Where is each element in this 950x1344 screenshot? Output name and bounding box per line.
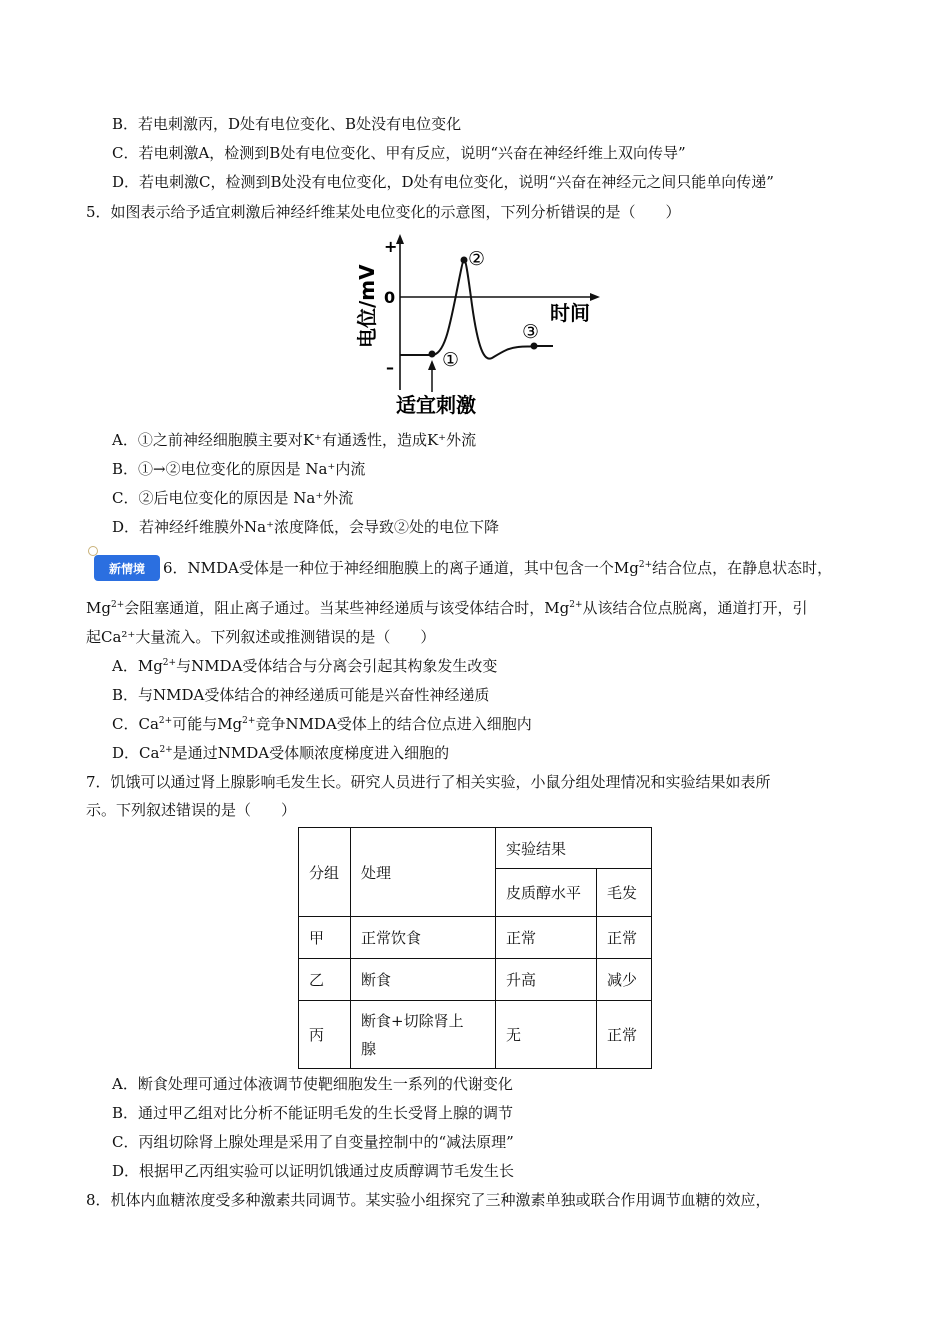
header-cortisol: 皮质醇水平 xyxy=(496,869,597,917)
q5-option-d: D．若神经纤维膜外Na⁺浓度降低，会导致②处的电位下降 xyxy=(112,518,500,536)
y-axis-label: 电位/mV xyxy=(355,264,379,348)
label-1: ① xyxy=(442,349,460,371)
x-axis-label: 时间 xyxy=(550,301,590,325)
y-tick-plus: + xyxy=(384,237,398,256)
table-row: 乙 断食 升高 减少 xyxy=(299,959,652,1001)
q6-line-2: $Mg^{2+}$会阻塞通道，阻止离子通过。当某些神经递质与该受体结合时，$Mg^{2+}$从该结合位点脱离，通道打开，引 xyxy=(86,599,808,617)
q4-option-d: D．若电刺激C，检测到B处没有电位变化，D处有电位变化，说明“兴奋在神经元之间只能单向传递” xyxy=(112,173,774,191)
point-1 xyxy=(429,351,436,358)
point-3 xyxy=(531,343,538,350)
q7-line-1: 7．饥饿可以通过肾上腺影响毛发生长。研究人员进行了相关实验，小鼠分组处理情况和实验结果如表所 xyxy=(86,773,771,791)
results-table xyxy=(298,827,652,1069)
table-row: 丙 断食+切除肾上 腺 无 正常 xyxy=(299,1001,652,1069)
q6-option-b: B．与NMDA受体结合的神经递质可能是兴奋性神经递质 xyxy=(112,686,490,704)
potential-curve xyxy=(400,260,553,359)
q8-line-1: 8．机体内血糖浓度受多种激素共同调节。某实验小组探究了三种激素单独或联合作用调节血糖的效应， xyxy=(86,1191,771,1209)
label-2: ② xyxy=(468,248,486,270)
q6-option-a: A．$Mg^{2+}$与NMDA受体结合与分离会引起其构象发生改变 xyxy=(112,657,498,675)
q5-stem: 5．如图表示给予适宜刺激后神经纤维某处电位变化的示意图，下列分析错误的是（ ） xyxy=(86,203,681,221)
table-row: 甲 正常饮食 正常 正常 xyxy=(299,917,652,959)
header-treatment: 处理 xyxy=(351,828,496,917)
q5-option-b: B．①→②电位变化的原因是 Na⁺内流 xyxy=(112,460,366,478)
q7-option-c: C．丙组切除肾上腺处理是采用了自变量控制中的“减法原理” xyxy=(112,1133,514,1151)
header-group: 分组 xyxy=(299,828,351,917)
q7-option-d: D．根据甲乙丙组实验可以证明饥饿通过皮质醇调节毛发生长 xyxy=(112,1162,515,1180)
q5-option-a: A．①之前神经细胞膜主要对K⁺有通透性，造成K⁺外流 xyxy=(112,431,477,449)
header-hair: 毛发 xyxy=(597,869,652,917)
q5-option-c: C．②后电位变化的原因是 Na⁺外流 xyxy=(112,489,354,507)
q6-option-d: D．$Ca^{2+}$是通过NMDA受体顺浓度梯度进入细胞的 xyxy=(112,744,450,762)
q6-line-3: 起Ca²⁺大量流入。下列叙述或推测错误的是（ ） xyxy=(86,628,436,646)
q6-line-1: 6．NMDA受体是一种位于神经细胞膜上的离子通道，其中包含一个$Mg^{2+}$结合位点，在静息状态时， xyxy=(163,559,833,577)
y-tick-minus: – xyxy=(386,358,394,377)
stimulus-label: 适宜刺激 xyxy=(396,393,476,417)
y-tick-zero: 0 xyxy=(384,288,396,307)
q7-option-b: B．通过甲乙组对比分析不能证明毛发的生长受肾上腺的调节 xyxy=(112,1104,514,1122)
action-potential-figure xyxy=(350,230,620,420)
q6-option-c: C．$Ca^{2+}$可能与$Mg^{2+}$竞争NMDA受体上的结合位点进入细胞内 xyxy=(112,715,532,733)
point-2 xyxy=(461,257,468,264)
q4-option-c: C．若电刺激A，检测到B处有电位变化、甲有反应，说明“兴奋在神经纤维上双向传导” xyxy=(112,144,686,162)
label-3: ③ xyxy=(522,321,540,343)
new-context-badge: 新情境 xyxy=(94,555,160,581)
q7-option-a: A．断食处理可通过体液调节使靶细胞发生一系列的代谢变化 xyxy=(112,1075,513,1093)
x-axis-arrow xyxy=(590,293,600,301)
q4-option-b: B．若电刺激丙，D处有电位变化、B处没有电位变化 xyxy=(112,115,462,133)
q7-line-2: 示。下列叙述错误的是（ ） xyxy=(86,801,297,819)
header-result: 实验结果 xyxy=(496,828,652,869)
